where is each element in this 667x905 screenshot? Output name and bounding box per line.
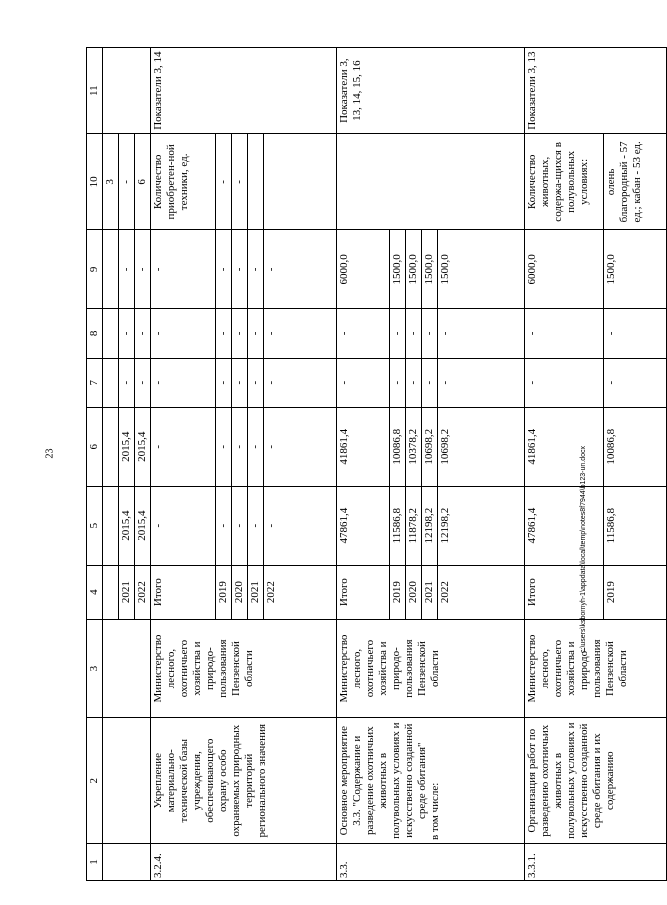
table-cell: 2022 (135, 565, 151, 619)
table-cell (264, 134, 337, 230)
table-cell (103, 844, 151, 881)
table-cell: - (119, 358, 135, 407)
table-cell (103, 309, 119, 358)
table-cell (103, 407, 119, 486)
item-name: Организация работ по разведению охотничьих животных в полувольных условиях и искусственно созданной среде обитания и их содержанию (525, 718, 667, 844)
table-cell (103, 358, 119, 407)
table-cell: - (264, 309, 337, 358)
header-cell: 2 (87, 718, 103, 844)
table-cell (103, 718, 151, 844)
table-cell: - (406, 358, 422, 407)
table-cell: 2021 (119, 565, 135, 619)
year-cell: 2022 (264, 565, 337, 619)
table-cell: 10698,2 (438, 407, 525, 486)
header-cell: 4 (87, 565, 103, 619)
table-cell: - (604, 358, 667, 407)
table-cell (103, 486, 119, 565)
table-cell: 11586,8 (390, 486, 406, 565)
table-cell: - (390, 358, 406, 407)
executor: Министерство лесного, охотничьего хозяйства и природо-пользования Пензенской области (525, 619, 667, 718)
header-cell: 9 (87, 230, 103, 309)
table-cell (103, 565, 119, 619)
header-cell: 5 (87, 486, 103, 565)
table-cell: - (337, 309, 390, 358)
table-cell: 1500,0 (406, 230, 422, 309)
year-cell: 2020 (406, 565, 422, 619)
table-cell (103, 619, 151, 718)
table-cell: - (406, 309, 422, 358)
table-cell: 10698,2 (422, 407, 438, 486)
table-row (151, 48, 216, 881)
table-cell: - (151, 230, 216, 309)
table-cell: 10086,8 (390, 407, 406, 486)
indicator-reference: Показатели 3, 13, 14, 15, 16 (337, 48, 525, 134)
item-name: Укрепление материально-технической базы учреждения, обеспечивающего охрану особо охраняемых природных территорий регионального значения (151, 718, 337, 844)
year-cell: 2021 (422, 565, 438, 619)
table-cell: - (151, 309, 216, 358)
item-number: 3.2.4. (151, 844, 337, 881)
header-cell: 8 (87, 309, 103, 358)
table-cell (103, 48, 151, 134)
table-cell: 11586,8 (604, 486, 667, 565)
executor: Министерство лесного, охотничьего хозяйства и природо-пользования Пензенской области (151, 619, 337, 718)
table-cell: - (216, 230, 232, 309)
table-cell: 2015,4 (135, 407, 151, 486)
indicator-detail: олень благородный - 57 ед.; кабан - 53 ед. (604, 134, 667, 230)
table-cell: 1500,0 (438, 230, 525, 309)
table-cell: - (119, 230, 135, 309)
table-cell: - (216, 407, 232, 486)
table-cell: - (248, 358, 264, 407)
table-cell: - (248, 230, 264, 309)
header-cell: 11 (87, 48, 103, 134)
table-cell: 2015,4 (119, 486, 135, 565)
table-cell: - (264, 230, 337, 309)
item-number: 3.3. (337, 844, 525, 881)
header-cell: 7 (87, 358, 103, 407)
table-cell: - (525, 309, 604, 358)
item-name (337, 718, 525, 844)
program-table (86, 47, 667, 881)
year-cell: Итого (337, 565, 390, 619)
item-number: 3.3.1. (525, 844, 667, 881)
table-cell: - (337, 358, 390, 407)
table-cell: - (390, 309, 406, 358)
indicator: Количество животных, содержа-щихся в полувольных условиях: (525, 134, 604, 230)
table-cell: - (135, 358, 151, 407)
year-cell: 2020 (232, 565, 248, 619)
header-cell: 6 (87, 407, 103, 486)
table-cell: - (232, 486, 248, 565)
table-cell: - (264, 486, 337, 565)
year-cell: Итого (525, 565, 604, 619)
table-cell: 11878,2 (406, 486, 422, 565)
table-cell: 1500,0 (390, 230, 406, 309)
footer-file-path: c:\users\ksbornyh-1\appdata\local\temp\notes8f7944\b123-un.docx (580, 445, 587, 653)
table-row (337, 48, 390, 881)
table-cell: - (264, 358, 337, 407)
table-row (525, 48, 604, 881)
table-cell: - (422, 358, 438, 407)
table-cell: - (119, 134, 135, 230)
indicator-reference: Показатели 3, 13 (525, 48, 667, 134)
table-cell: - (151, 407, 216, 486)
table-cell: 1500,0 (422, 230, 438, 309)
table-cell: - (525, 358, 604, 407)
table-cell: 3 (103, 134, 119, 230)
table-cell: - (438, 309, 525, 358)
table-cell: 10086,8 (604, 407, 667, 486)
year-cell: Итого (151, 565, 216, 619)
table-cell: - (135, 309, 151, 358)
year-cell: 2019 (604, 565, 667, 619)
item-name-text: Основное мероприятие 3.3. "Содержание и разведение охотничьих животных в полувольных условиях и искусственно созданной среде обитания" (338, 722, 428, 839)
table-row (103, 48, 119, 881)
table-cell (337, 134, 525, 230)
year-cell: 2019 (216, 565, 232, 619)
table-cell: - (232, 309, 248, 358)
table-cell: - (422, 309, 438, 358)
table-cell: 6000,0 (525, 230, 604, 309)
table-cell: - (151, 358, 216, 407)
year-cell: 2022 (438, 565, 525, 619)
table-cell: 6 (135, 134, 151, 230)
table-cell: 47861,4 (337, 486, 390, 565)
executor: Министерство лесного, охотничьего хозяйства и природо-пользования Пензенской области (337, 619, 525, 718)
table-cell: 1500,0 (604, 230, 667, 309)
header-cell: 10 (87, 134, 103, 230)
table-cell: 2015,4 (135, 486, 151, 565)
table-cell: - (216, 358, 232, 407)
table-cell: - (232, 134, 248, 230)
table-cell: - (232, 407, 248, 486)
table-cell: - (216, 134, 232, 230)
table-cell: 41861,4 (337, 407, 390, 486)
table-cell: 12198,2 (438, 486, 525, 565)
header-cell: 1 (87, 844, 103, 881)
header-cell: 3 (87, 619, 103, 718)
table-cell: - (232, 358, 248, 407)
table-cell: 6000,0 (337, 230, 390, 309)
header-row (87, 48, 103, 881)
table-cell: - (264, 407, 337, 486)
table-cell: 10378,2 (406, 407, 422, 486)
table-cell: - (438, 358, 525, 407)
table-cell: - (151, 486, 216, 565)
table-cell: - (135, 230, 151, 309)
table-cell: 41861,4 (525, 407, 604, 486)
table-cell: - (248, 309, 264, 358)
including-label: в том числе: (429, 782, 441, 841)
table-cell: - (604, 309, 667, 358)
table-cell: - (216, 486, 232, 565)
table-cell: - (248, 407, 264, 486)
table-cell: - (232, 230, 248, 309)
table-cell (103, 230, 119, 309)
table-cell: 2015,4 (119, 407, 135, 486)
indicator-reference: Показатели 3, 14 (151, 48, 337, 134)
table-cell: - (216, 309, 232, 358)
table-cell: 47861,4 (525, 486, 604, 565)
table-cell (248, 134, 264, 230)
table-cell: - (248, 486, 264, 565)
indicator: Количество приобретен-ной техники, ед. (151, 134, 216, 230)
year-cell: 2019 (390, 565, 406, 619)
year-cell: 2021 (248, 565, 264, 619)
page-number: 23 (44, 448, 56, 459)
table-cell: 12198,2 (422, 486, 438, 565)
table-cell: - (119, 309, 135, 358)
